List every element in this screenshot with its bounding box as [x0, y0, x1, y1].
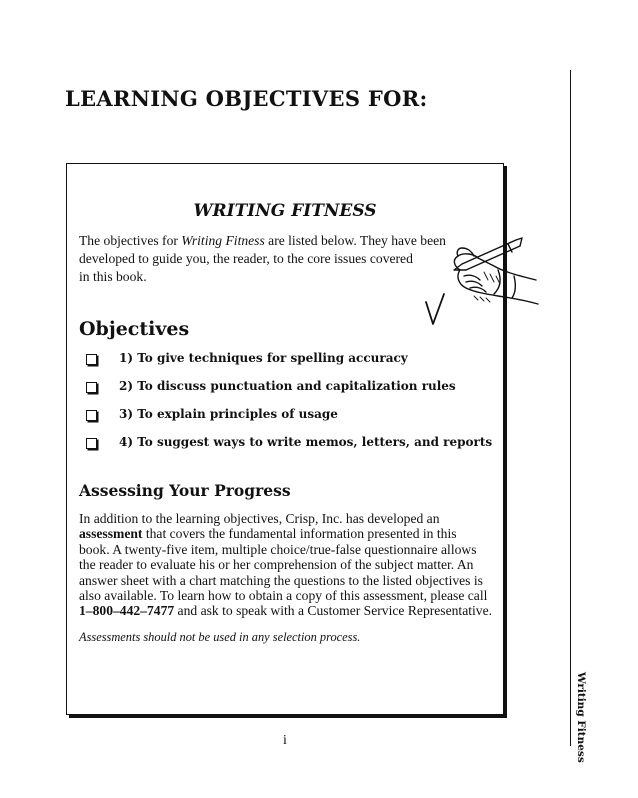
objective-text: 2) To discuss punctuation and capitalization rules: [119, 379, 456, 393]
assessment-term: assessment: [79, 526, 143, 542]
intro-book-title: Writing Fitness: [181, 233, 265, 248]
objective-text: 1) To give techniques for spelling accuracy: [119, 351, 408, 365]
checkbox-icon: [86, 382, 97, 393]
assessing-line-4: the reader to evaluate his or her comprehension of the subject matter. An: [79, 557, 474, 573]
assessing-paragraph: [79, 511, 499, 619]
assessing-line-1: In addition to the learning objectives, Crisp, Inc. has developed an: [79, 511, 440, 526]
hand-writing-checkmark-icon: [424, 236, 540, 336]
assessing-line-2: [79, 526, 499, 541]
assessing-line-7-rest: and ask to speak with a Customer Service Representative.: [174, 603, 493, 619]
intro-text-before: The objectives for: [79, 233, 182, 248]
assessing-line-2-rest: that covers the fundamental information presented in this: [142, 526, 457, 542]
page-number: i: [283, 733, 287, 748]
assessing-line-6: also available. To learn how to obtain a copy of this assessment, please call: [79, 588, 488, 604]
objective-text: 4) To suggest ways to write memos, letters, and reports: [119, 435, 493, 449]
assessing-heading: Assessing Your Progress: [79, 481, 291, 500]
assessing-line-7: [79, 603, 499, 618]
objective-text: 3) To explain principles of usage: [119, 407, 338, 421]
side-rule: [570, 70, 571, 746]
book-title: WRITING FITNESS: [193, 201, 377, 221]
intro-line-1: [79, 232, 449, 250]
page-heading: LEARNING OBJECTIVES FOR:: [65, 86, 428, 111]
assessing-line-3: book. A twenty-five item, multiple choice/true-false questionnaire allows: [79, 541, 477, 557]
checkbox-icon: [86, 438, 97, 449]
side-label: Writing Fitness: [575, 672, 587, 763]
assessing-line-5: answer sheet with a chart matching the questions to the listed objectives is: [79, 572, 483, 588]
objectives-heading: Objectives: [79, 318, 190, 340]
intro-text-after: are listed below. They have been: [264, 233, 446, 248]
intro-line-2: developed to guide you, the reader, to the core issues covered: [79, 251, 413, 266]
intro-line-3: in this book.: [79, 269, 147, 284]
checkbox-icon: [86, 410, 97, 421]
intro-paragraph: [79, 232, 449, 286]
phone-number: 1–800–442–7477: [79, 603, 175, 619]
checkbox-icon: [86, 354, 97, 365]
assessment-note: Assessments should not be used in any selection process.: [79, 630, 361, 644]
